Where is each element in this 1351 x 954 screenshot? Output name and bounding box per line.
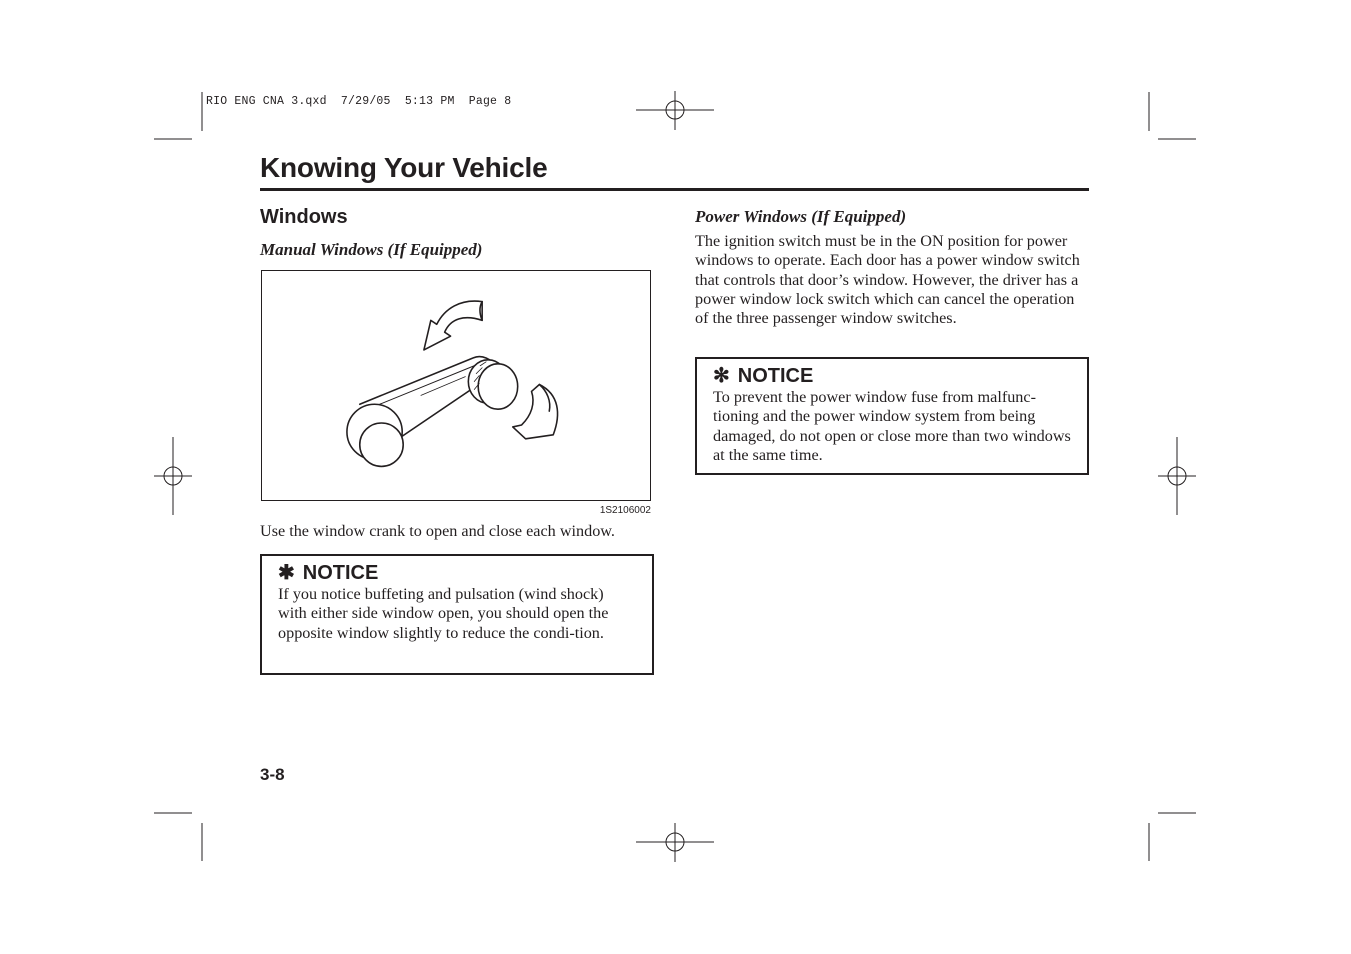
notice-title: NOTICE	[302, 562, 379, 584]
title-rule	[260, 188, 1089, 191]
window-crank-figure	[261, 270, 651, 501]
figure-code: 1S2106002	[599, 505, 651, 516]
manual-windows-text: Use the window crank to open and close each window.	[260, 522, 615, 540]
asterisk-icon: ✻	[713, 365, 730, 387]
window-crank-illustration	[262, 271, 649, 499]
notice-title: NOTICE	[737, 365, 814, 387]
printer-slug: RIO ENG CNA 3.qxd 7/29/05 5:13 PM Page 8	[206, 95, 512, 108]
asterisk-icon: ✱	[278, 562, 295, 584]
manual-windows-subheading: Manual Windows (If Equipped)	[260, 240, 483, 259]
notice-text: To prevent the power window fuse from malfunc-tioning and the power window system from being damaged, do not open or close more than two windows at the same time.	[713, 388, 1071, 464]
page-number: 3-8	[260, 765, 285, 784]
power-windows-subheading: Power Windows (If Equipped)	[695, 207, 907, 226]
notice-text: If you notice buffeting and pulsation (wind shock) with either side window open, you should open the opposite window slightly to reduce the condi-tion.	[278, 585, 609, 642]
windows-heading: Windows	[260, 206, 348, 228]
section-title: Knowing Your Vehicle	[260, 152, 548, 183]
notice-header	[713, 364, 1071, 388]
notice-header	[278, 561, 636, 585]
notice-box-fuse	[695, 357, 1089, 475]
notice-box-wind-shock	[260, 554, 654, 675]
power-windows-text: The ignition switch must be in the ON position for power windows to operate. Each door has a power window switch that controls that door’s window. However, the driver has a power window lock switch which can cancel the operation of the three passenger window switches.	[695, 232, 1080, 328]
